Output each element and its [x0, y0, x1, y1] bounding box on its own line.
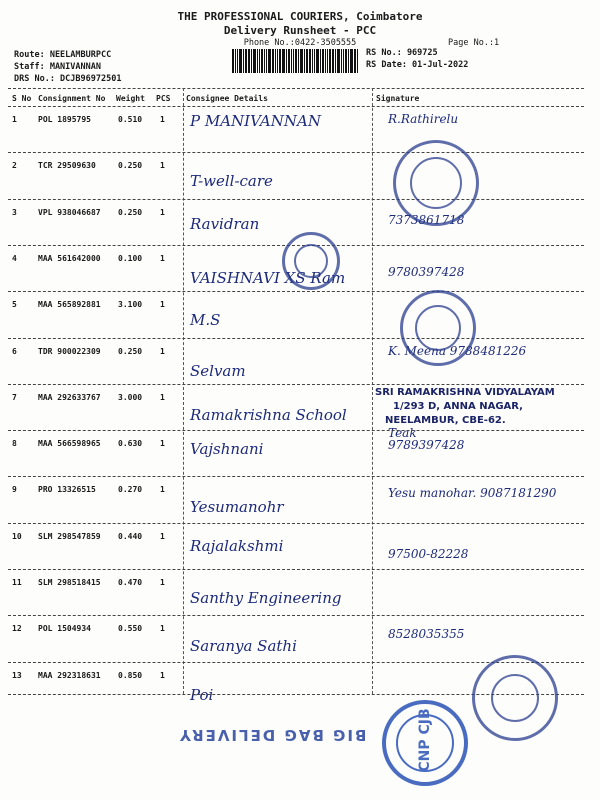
row-consignee-handwriting: Ravidran [190, 215, 260, 233]
column-divider [183, 88, 184, 694]
seal-stamp [400, 290, 476, 366]
row-sno: 5 [12, 300, 17, 309]
row-consignee-handwriting: Selvam [190, 362, 246, 380]
rs-date: RS Date: 01-Jul-2022 [366, 60, 469, 70]
row-divider [8, 615, 584, 616]
seal-stamp [282, 232, 340, 290]
col-weight: Weight [116, 94, 145, 103]
row-consignee-handwriting: Poi [190, 686, 214, 704]
row-weight: 0.550 [118, 624, 143, 633]
row-consignment: SLM 298547859 [38, 532, 101, 541]
route-label: Route: NEELAMBURPCC [14, 50, 112, 60]
row-weight: 0.100 [118, 254, 143, 263]
col-signature: Signature [376, 94, 420, 103]
row-sno: 4 [12, 254, 17, 263]
row-consignment: POL 1504934 [38, 624, 91, 633]
row-sno: 6 [12, 347, 17, 356]
row-sno: 7 [12, 393, 17, 402]
staff-label: Staff: MANIVANNAN [14, 62, 101, 72]
row-sno: 2 [12, 161, 17, 170]
row-consignment: SLM 298518415 [38, 578, 101, 587]
row-pcs: 1 [160, 671, 165, 680]
row-divider [8, 152, 584, 153]
row-consignee-handwriting: Saranya Sathi [190, 637, 297, 655]
row-consignee-handwriting: M.S [190, 311, 221, 329]
row-divider [8, 291, 584, 292]
row-pcs: 1 [160, 485, 165, 494]
row-sno: 11 [12, 578, 22, 587]
row-consignee-handwriting: Rajalakshmi [190, 537, 284, 555]
row-weight: 0.270 [118, 485, 143, 494]
row-sno: 13 [12, 671, 22, 680]
row-signature-handwriting: 9780397428 [388, 265, 465, 279]
row-sno: 8 [12, 439, 17, 448]
cnp-text: CNP [417, 739, 433, 772]
row-consignee-handwriting: Ramakrishna School [190, 406, 347, 424]
row-consignment: POL 1895795 [38, 115, 91, 124]
row-weight: 0.510 [118, 115, 143, 124]
barcode [232, 49, 362, 73]
row-signature-handwriting: Teak [388, 426, 417, 440]
row-signature-handwriting: 9789397428 [388, 438, 465, 452]
row-divider [8, 523, 584, 524]
row-pcs: 1 [160, 439, 165, 448]
company-title: THE PROFESSIONAL COURIERS, Coimbatore [177, 10, 423, 23]
row-weight: 0.470 [118, 578, 143, 587]
row-pcs: 1 [160, 161, 165, 170]
school-stamp-line: 1/293 D, ANNA NAGAR, [393, 401, 523, 412]
rs-number: RS No.: 969725 [366, 48, 438, 58]
row-consignee-handwriting: VAISHNAVI XS Ram [190, 269, 346, 287]
row-sno: 10 [12, 532, 22, 541]
row-consignee-handwriting: T-well-care [190, 172, 273, 190]
row-pcs: 1 [160, 578, 165, 587]
row-consignment: MAA 292318631 [38, 671, 101, 680]
row-signature-handwriting: K. Meena 9788481226 [388, 344, 527, 358]
row-consignment: TCR 29509630 [38, 161, 96, 170]
row-consignment: VPL 938046687 [38, 208, 101, 217]
cnp-cjb-stamp [382, 700, 468, 786]
row-consignment: MAA 566598965 [38, 439, 101, 448]
row-weight: 0.250 [118, 347, 143, 356]
row-pcs: 1 [160, 624, 165, 633]
col-pcs: PCS [156, 94, 171, 103]
row-divider [8, 338, 584, 339]
school-stamp-line: SRI RAMAKRISHNA VIDYALAYAM [375, 387, 555, 398]
row-pcs: 1 [160, 115, 165, 124]
cjb-text: CJB [417, 708, 433, 735]
row-consignee-handwriting: Santhy Engineering [190, 589, 342, 607]
big-bag-delivery-stamp: BIG BAG DELIVERY [178, 726, 367, 744]
row-signature-handwriting: 8528035355 [388, 627, 465, 641]
row-divider [8, 430, 584, 431]
document-title: Delivery Runsheet - PCC [223, 24, 377, 37]
col-sno: S No [12, 94, 32, 103]
row-weight: 3.000 [118, 393, 143, 402]
row-consignee-handwriting: Vajshnani [190, 440, 264, 458]
page-number: Page No.:1 [448, 38, 500, 48]
row-pcs: 1 [160, 208, 165, 217]
row-consignment: PRO 13326515 [38, 485, 96, 494]
row-weight: 0.250 [118, 161, 143, 170]
row-divider [8, 476, 584, 477]
row-sno: 1 [12, 115, 17, 124]
row-pcs: 1 [160, 347, 165, 356]
school-stamp-line: NEELAMBUR, CBE-62. [385, 415, 506, 426]
row-consignment: MAA 561642000 [38, 254, 101, 263]
row-weight: 0.440 [118, 532, 143, 541]
phone-number: Phone No.:0422-3505555 [243, 38, 357, 48]
row-consignment: MAA 565892881 [38, 300, 101, 309]
row-signature-handwriting: 7373861718 [388, 213, 465, 227]
table-top-rule [8, 88, 584, 89]
row-signature-handwriting: R.Rathirelu [388, 112, 459, 126]
col-consignment: Consignment No [38, 94, 106, 103]
row-consignment: TDR 900022309 [38, 347, 101, 356]
row-sno: 12 [12, 624, 22, 633]
row-sno: 9 [12, 485, 17, 494]
row-pcs: 1 [160, 254, 165, 263]
row-weight: 0.250 [118, 208, 143, 217]
row-weight: 0.630 [118, 439, 143, 448]
row-weight: 3.100 [118, 300, 143, 309]
row-consignment: MAA 292633767 [38, 393, 101, 402]
col-consignee: Consignee Details [186, 94, 268, 103]
row-signature-handwriting: Yesu manohar. 9087181290 [388, 486, 557, 500]
row-consignee-handwriting: Yesumanohr [190, 498, 284, 516]
row-sno: 3 [12, 208, 17, 217]
seal-stamp [472, 655, 558, 741]
row-pcs: 1 [160, 393, 165, 402]
row-weight: 0.850 [118, 671, 143, 680]
row-pcs: 1 [160, 532, 165, 541]
row-divider [8, 569, 584, 570]
drs-number: DRS No.: DCJB96972501 [14, 74, 122, 84]
row-divider [8, 384, 584, 385]
header-rule [8, 106, 584, 107]
row-divider [8, 199, 584, 200]
row-pcs: 1 [160, 300, 165, 309]
seal-stamp [393, 140, 479, 226]
school-stamp [375, 386, 555, 428]
row-signature-handwriting: 97500-82228 [388, 547, 469, 561]
column-divider [372, 88, 373, 694]
row-consignee-handwriting: P MANIVANNAN [190, 112, 321, 130]
